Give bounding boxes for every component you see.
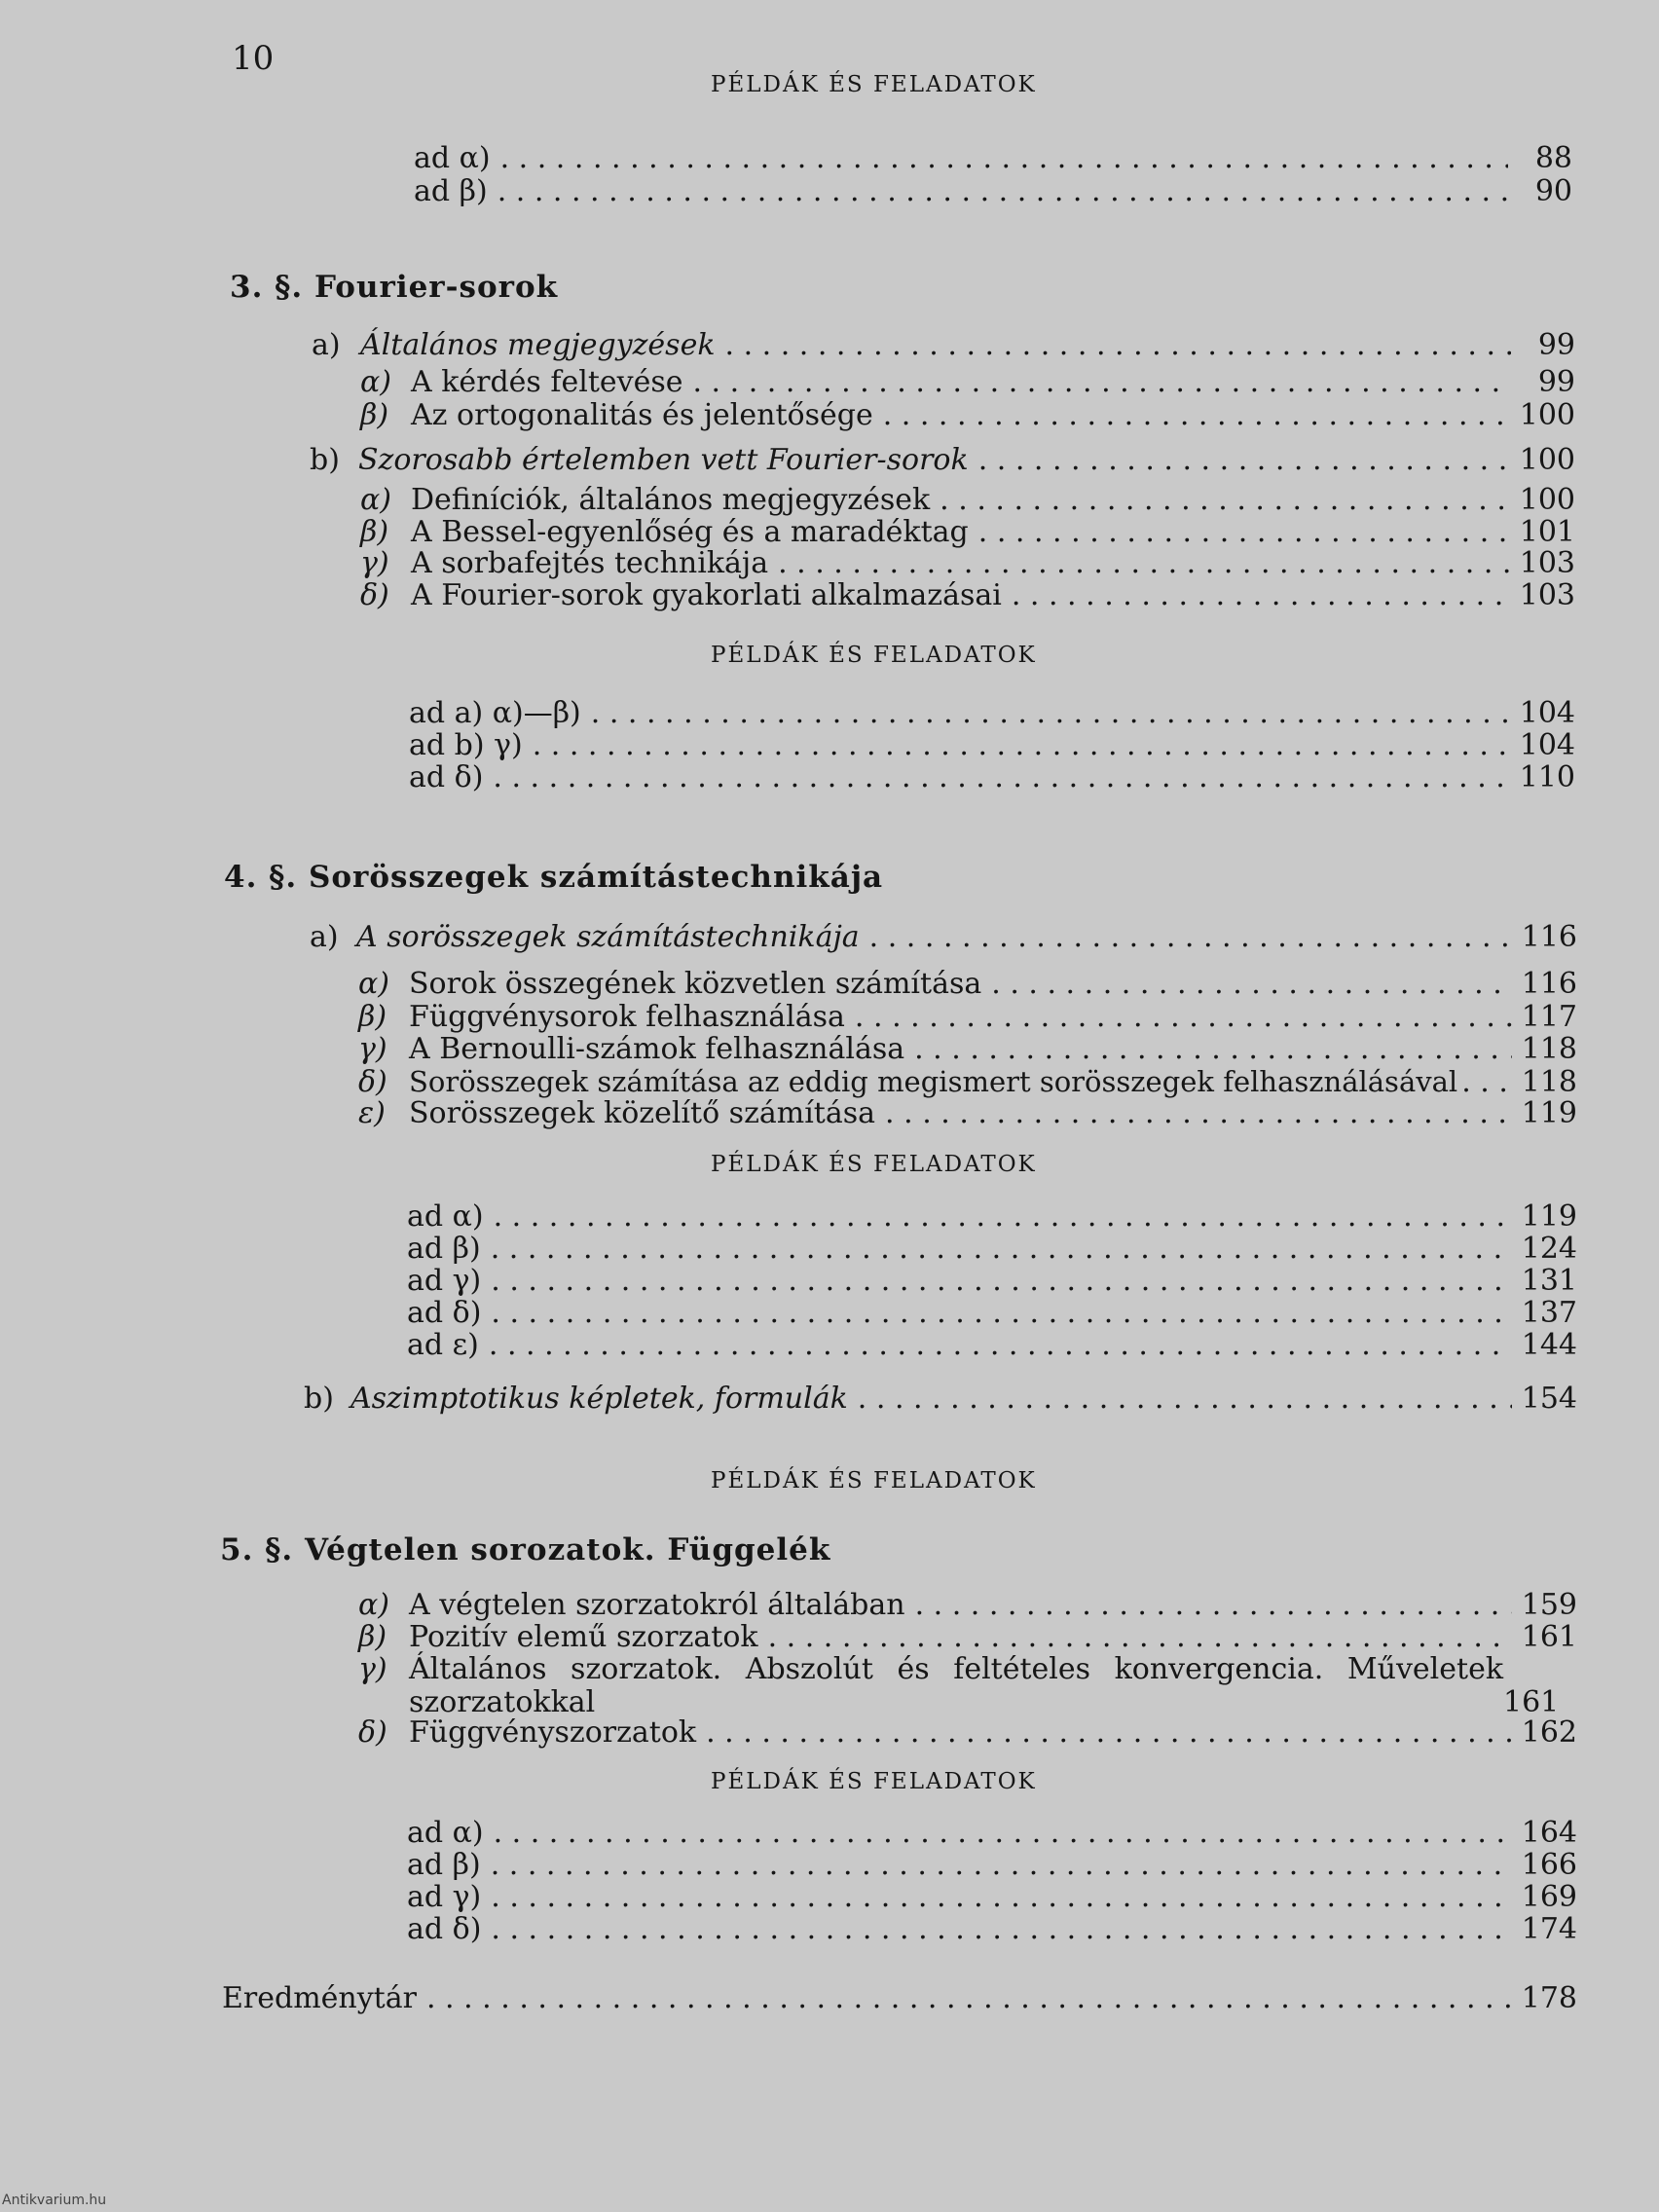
entry-label: ad β) xyxy=(407,1848,481,1882)
toc-entry xyxy=(310,444,1575,477)
page-ref: 100 xyxy=(1519,398,1575,432)
toc-entry xyxy=(358,1001,1577,1034)
leader-dots xyxy=(591,697,1510,730)
leader-dots xyxy=(494,1817,1512,1850)
entry-label: b) xyxy=(304,1382,334,1416)
entry-label: β) xyxy=(360,515,389,549)
entry-text: A Bessel-egyenlőség és a maradéktag xyxy=(411,515,969,549)
toc-entry xyxy=(310,921,1577,954)
toc-entry xyxy=(360,366,1575,399)
toc-entry xyxy=(360,399,1575,432)
leader-dots xyxy=(706,1716,1512,1750)
entry-text: Pozitív elemű szorzatok xyxy=(409,1620,758,1654)
leader-dots xyxy=(855,1001,1512,1034)
page-ref: 166 xyxy=(1521,1848,1577,1882)
page-ref: 90 xyxy=(1534,174,1572,208)
toc-entry xyxy=(358,1589,1577,1622)
leader-dots xyxy=(491,1881,1511,1914)
running-head: PÉLDÁK ÉS FELADATOK xyxy=(711,72,1037,97)
page-ref: 100 xyxy=(1519,443,1575,477)
leader-dots xyxy=(491,1913,1511,1946)
entry-text: A Bernoulli-számok felhasználása xyxy=(409,1032,905,1066)
page-ref: 169 xyxy=(1521,1880,1577,1914)
leader-dots xyxy=(498,175,1508,208)
toc-entry xyxy=(409,761,1575,794)
toc-entry xyxy=(407,1297,1577,1330)
entry-label: b) xyxy=(310,443,340,477)
entry-label: δ) xyxy=(358,1065,387,1099)
entry-label: α) xyxy=(358,967,389,1001)
entry-label: ad γ) xyxy=(407,1880,482,1914)
leader-dots xyxy=(858,1382,1512,1416)
entry-label: ad β) xyxy=(414,174,488,208)
examples-heading: PÉLDÁK ÉS FELADATOK xyxy=(711,1468,1037,1493)
leader-dots xyxy=(991,968,1511,1001)
entry-title: Aszimptotikus képletek, formulák xyxy=(350,1382,848,1416)
leader-dots xyxy=(1012,579,1510,612)
entry-text: A sorbafejtés technikája xyxy=(411,546,769,580)
entry-text: Az ortogonalitás és jelentősége xyxy=(411,398,873,432)
leader-dots xyxy=(491,1233,1512,1266)
entry-label: ad α) xyxy=(414,141,491,175)
page-ref: 88 xyxy=(1534,141,1572,175)
toc-entry xyxy=(407,1233,1577,1266)
examples-heading: PÉLDÁK ÉS FELADATOK xyxy=(711,643,1037,668)
entry-label: ad a) α)—β) xyxy=(409,696,581,730)
page-ref: 116 xyxy=(1521,967,1577,1001)
leader-dots xyxy=(885,1097,1512,1130)
page-ref: 119 xyxy=(1521,1199,1577,1234)
entry-text: Függvénysorok felhasználása xyxy=(409,1000,845,1034)
entry-label: α) xyxy=(360,483,391,517)
page-ref: 137 xyxy=(1521,1296,1577,1330)
entry-label: γ) xyxy=(358,1652,387,1686)
page-ref: 161 xyxy=(1521,1620,1577,1654)
entry-label: δ) xyxy=(360,578,389,612)
entry-text: A végtelen szorzatokról általában xyxy=(409,1588,905,1622)
entry-label: ad γ) xyxy=(407,1264,482,1298)
toc-entry xyxy=(414,175,1572,208)
page-ref: 118 xyxy=(1521,1032,1577,1066)
entry-label: γ) xyxy=(358,1032,387,1066)
entry-label: β) xyxy=(358,1000,387,1034)
page-ref: 99 xyxy=(1537,365,1575,399)
entry-title: Általános megjegyzések xyxy=(360,328,716,362)
page-ref: 110 xyxy=(1519,760,1575,794)
page-ref: 174 xyxy=(1521,1912,1577,1946)
leader-dots xyxy=(692,366,1511,399)
toc-entry xyxy=(358,1653,1577,1719)
watermark: Antikvarium.hu xyxy=(2,2193,107,2208)
toc-entry xyxy=(360,547,1575,580)
leader-dots xyxy=(1461,1066,1518,1099)
examples-heading: PÉLDÁK ÉS FELADATOK xyxy=(711,1769,1037,1794)
leader-dots xyxy=(533,729,1510,762)
entry-label: ad δ) xyxy=(409,760,484,794)
page-ref: 119 xyxy=(1521,1096,1577,1130)
toc-entry xyxy=(360,579,1575,612)
toc-entry xyxy=(407,1200,1577,1234)
entry-label: ad b) γ) xyxy=(409,728,523,762)
entry-label: α) xyxy=(358,1588,389,1622)
page-ref: 162 xyxy=(1521,1715,1577,1750)
page-ref: 100 xyxy=(1519,483,1575,517)
entry-label: ad α) xyxy=(407,1199,484,1234)
entry-label: ad δ) xyxy=(407,1296,482,1330)
toc-entry xyxy=(409,697,1575,730)
entry-label: α) xyxy=(360,365,391,399)
entry-text: Definíciók, általános megjegyzések xyxy=(411,483,931,517)
section-title: 4. §. Sorösszegek számítástechnikája xyxy=(224,860,884,895)
toc-entry xyxy=(360,516,1575,549)
page-ref: 161 xyxy=(1503,1685,1560,1719)
toc-entry xyxy=(360,484,1575,517)
toc-entry-results xyxy=(222,1982,1577,2015)
entry-text: A Fourier-sorok gyakorlati alkalmazásai xyxy=(411,578,1002,612)
leader-dots xyxy=(491,1849,1512,1882)
entry-title: A sorösszegek számítástechnikája xyxy=(356,920,860,954)
leader-dots xyxy=(978,444,1510,477)
entry-label: β) xyxy=(358,1620,387,1654)
leader-dots xyxy=(426,1982,1512,2015)
page-ref: 117 xyxy=(1521,1000,1577,1034)
page-ref: 116 xyxy=(1521,920,1577,954)
page-ref: 118 xyxy=(1521,1065,1577,1099)
page-ref: 159 xyxy=(1521,1588,1577,1622)
entry-label: δ) xyxy=(358,1715,387,1750)
leader-dots xyxy=(500,142,1508,175)
toc-entry xyxy=(358,1065,1577,1099)
entry-label: β) xyxy=(360,398,389,432)
page-ref: 104 xyxy=(1519,728,1575,762)
leader-dots xyxy=(489,1329,1512,1362)
toc-entry xyxy=(312,329,1575,362)
toc-entry xyxy=(407,1265,1577,1298)
page-ref: 164 xyxy=(1521,1816,1577,1850)
page-ref: 103 xyxy=(1519,546,1575,580)
toc-entry xyxy=(407,1849,1577,1882)
toc-entry xyxy=(358,1716,1577,1750)
entry-label: a) xyxy=(310,920,339,954)
leader-dots xyxy=(914,1033,1512,1066)
leader-dots xyxy=(768,1621,1512,1654)
toc-entry xyxy=(407,1881,1577,1914)
entry-text: A kérdés feltevése xyxy=(411,365,683,399)
page-ref: 144 xyxy=(1521,1328,1577,1362)
entry-label: ad β) xyxy=(407,1232,481,1266)
toc-entry xyxy=(358,1097,1577,1130)
entry-label: a) xyxy=(312,328,341,362)
toc-entry xyxy=(407,1329,1577,1362)
entry-text: Sorösszegek közelítő számítása xyxy=(409,1096,876,1130)
section-title: 5. §. Végtelen sorozatok. Függelék xyxy=(220,1532,831,1567)
leader-dots xyxy=(778,547,1510,580)
leader-dots xyxy=(869,921,1512,954)
page-ref: 99 xyxy=(1537,328,1575,362)
leader-dots xyxy=(491,1297,1511,1330)
leader-dots xyxy=(491,1265,1511,1298)
toc-entry xyxy=(304,1382,1577,1416)
page-ref: 131 xyxy=(1521,1264,1577,1298)
page-ref: 101 xyxy=(1519,515,1575,549)
entry-label: ε) xyxy=(358,1096,386,1130)
leader-dots xyxy=(883,399,1510,432)
leader-dots xyxy=(725,329,1512,362)
page-ref: 124 xyxy=(1521,1232,1577,1266)
entry-text: Függvényszorzatok xyxy=(409,1715,697,1750)
entry-label: ad ε) xyxy=(407,1328,479,1362)
leader-dots xyxy=(494,1200,1512,1234)
entry-label: Eredménytár xyxy=(222,1981,417,2015)
leader-dots xyxy=(978,516,1510,549)
toc-entry xyxy=(409,729,1575,762)
toc-entry xyxy=(407,1817,1577,1850)
page-ref: 178 xyxy=(1521,1981,1577,2015)
entry-title: Szorosabb értelemben vett Fourier-sorok xyxy=(358,443,969,477)
toc-entry xyxy=(358,1033,1577,1066)
entry-text: Sorok összegének közvetlen számítása xyxy=(409,967,982,1001)
entry-label: γ) xyxy=(360,546,389,580)
leader-dots xyxy=(493,761,1509,794)
leader-dots xyxy=(940,484,1510,517)
page-ref: 154 xyxy=(1521,1382,1577,1416)
page-ref: 104 xyxy=(1519,696,1575,730)
toc-entry xyxy=(358,1621,1577,1654)
toc-entry xyxy=(414,142,1572,175)
page-number: 10 xyxy=(232,39,275,78)
page-ref: 103 xyxy=(1519,578,1575,612)
toc-entry xyxy=(407,1913,1577,1946)
examples-heading: PÉLDÁK ÉS FELADATOK xyxy=(711,1152,1037,1177)
toc-entry xyxy=(358,968,1577,1001)
entry-text: Általános szorzatok. Abszolút és feltételes konvergencia. Műveletek szorzatokkal xyxy=(409,1652,1503,1719)
leader-dots xyxy=(915,1589,1512,1622)
entry-label: ad δ) xyxy=(407,1912,482,1946)
entry-text: Sorösszegek számítása az eddig megismert sorösszegek felhasználásával xyxy=(409,1065,1458,1098)
entry-label: ad α) xyxy=(407,1816,484,1850)
section-title: 3. §. Fourier-sorok xyxy=(230,270,559,305)
